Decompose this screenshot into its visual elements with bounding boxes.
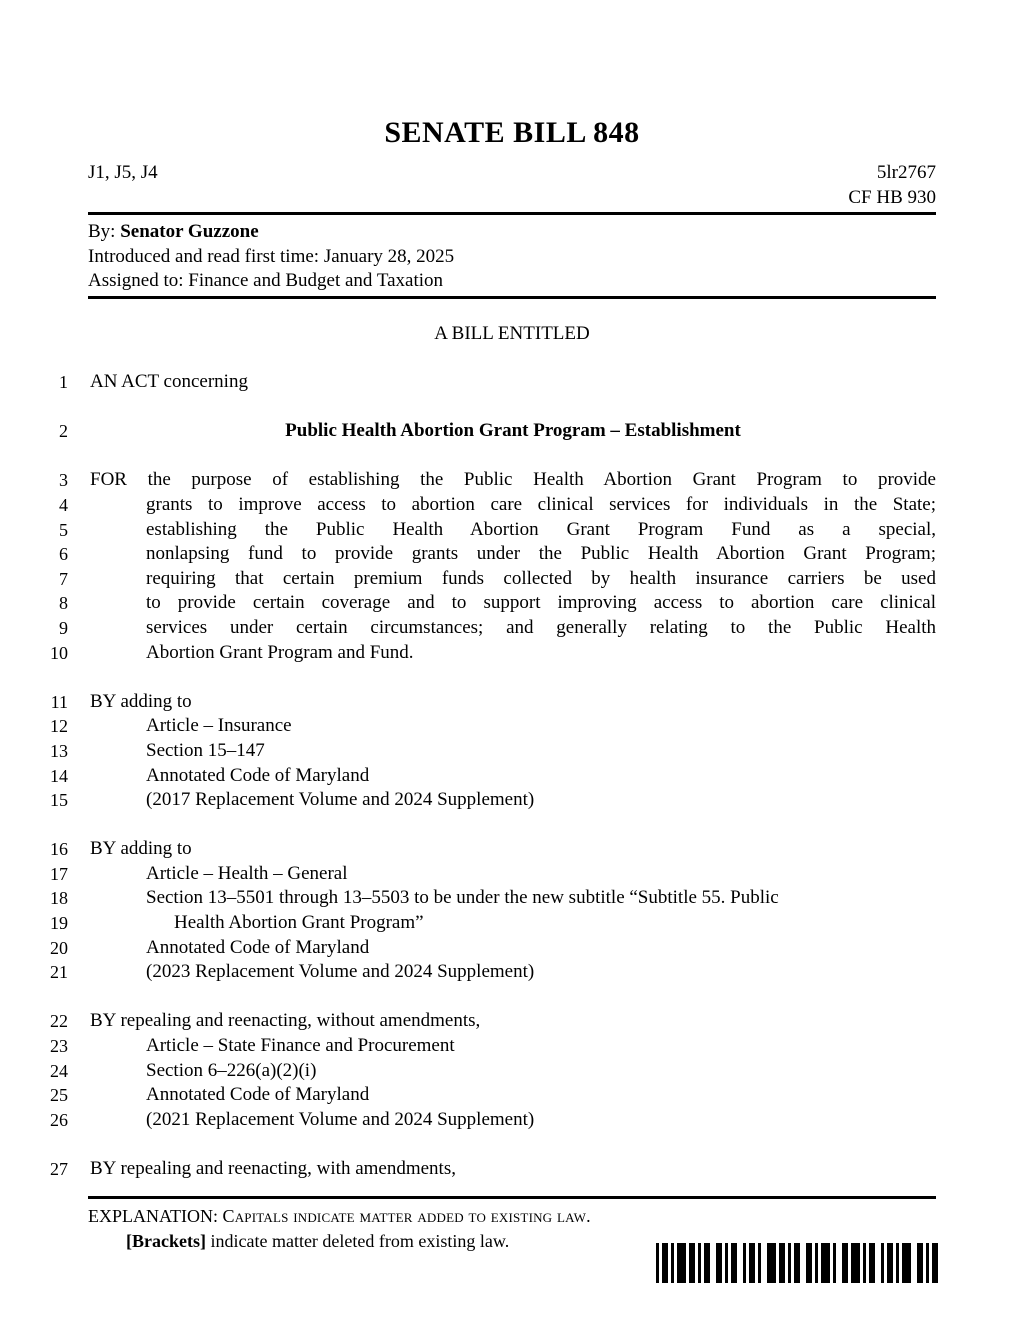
line-gap [0, 813, 1024, 838]
bill-line [0, 1083, 1024, 1108]
bill-line [0, 714, 1024, 739]
line-number: 2 [59, 421, 68, 442]
line-number: 18 [50, 888, 68, 909]
bill-line [0, 1034, 1024, 1059]
line-text: requiring that certain premium funds collected by health insurance carriers be used [146, 567, 936, 589]
line-text: Public Health Abortion Grant Program – Establishment [285, 420, 741, 442]
bill-line [0, 690, 1024, 715]
line-text: nonlapsing fund to provide grants under the Public Health Abortion Grant Program; [146, 543, 936, 565]
bill-line [0, 936, 1024, 961]
brackets-label: [Brackets] [126, 1231, 206, 1251]
line-text: Article – State Finance and Procurement [146, 1035, 455, 1057]
cross-file-number: CF HB 930 [848, 187, 936, 208]
committee-codes: J1, J5, J4 [88, 162, 158, 183]
line-number: 3 [59, 470, 68, 491]
bill-line [0, 862, 1024, 887]
line-text: Annotated Code of Maryland [146, 936, 370, 958]
line-number: 14 [50, 765, 68, 786]
line-number: 20 [50, 937, 68, 958]
line-text: Abortion Grant Program and Fund. [146, 641, 414, 663]
sponsor-by-line [88, 220, 936, 245]
line-gap [0, 985, 1024, 1010]
line-gap [0, 395, 1024, 420]
line-text: FOR the purpose of establishing the Public Health Abortion Grant Program to provide [90, 469, 936, 491]
brackets-description: indicate matter deleted from existing law. [205, 1231, 510, 1251]
line-text: Annotated Code of Maryland [146, 764, 370, 786]
line-text: grants to improve access to abortion care clinical services for individuals in the State; [146, 493, 936, 515]
line-number: 25 [50, 1085, 68, 1106]
line-number: 22 [50, 1011, 68, 1032]
assigned-committee: Assigned to: Finance and Budget and Taxation [88, 270, 444, 291]
introduced-date: Introduced and read first time: January 28, 2025 [88, 245, 455, 267]
line-text: Health Abortion Grant Program” [174, 912, 424, 934]
line-number: 24 [50, 1060, 68, 1081]
line-text: Section 13–5501 through 13–5503 to be under the new subtitle “Subtitle 55. Public [146, 887, 779, 909]
line-text: to provide certain coverage and to support improving access to abortion care clinical [146, 592, 936, 614]
line-number: 23 [50, 1036, 68, 1057]
line-text: BY repealing and reenacting, without amendments, [90, 1010, 481, 1032]
bill-line [0, 1108, 1024, 1133]
sponsor-divider-rule [88, 296, 936, 299]
line-text: AN ACT concerning [90, 371, 248, 392]
line-text: BY repealing and reenacting, with amendments, [90, 1158, 456, 1179]
bill-line [0, 542, 1024, 567]
bill-body [0, 370, 1024, 1182]
bill-line [0, 567, 1024, 592]
line-number: 8 [59, 593, 68, 614]
line-number: 15 [50, 790, 68, 811]
line-number: 19 [50, 913, 68, 934]
line-number: 12 [50, 716, 68, 737]
bill-line [0, 493, 1024, 518]
page-title: SENATE BILL 848 [384, 116, 640, 149]
line-number: 7 [59, 568, 68, 589]
bill-line [0, 518, 1024, 543]
line-text: services under certain circumstances; and generally relating to the Public Health [146, 616, 936, 638]
line-text: BY adding to [90, 690, 192, 712]
bill-line [0, 370, 1024, 395]
line-number: 11 [50, 691, 68, 712]
line-gap [0, 444, 1024, 469]
line-number: 4 [59, 494, 68, 515]
bill-line [0, 739, 1024, 764]
footer-divider-rule [88, 1196, 936, 1199]
line-text: BY adding to [90, 838, 192, 860]
line-text: Section 6–226(a)(2)(i) [146, 1059, 317, 1081]
line-text: (2023 Replacement Volume and 2024 Supplement) [146, 961, 535, 983]
line-number: 27 [50, 1159, 68, 1179]
bill-line [0, 764, 1024, 789]
bill-line [0, 788, 1024, 813]
bill-line [0, 960, 1024, 985]
line-number: 6 [59, 544, 68, 565]
line-text: Article – Insurance [146, 715, 292, 737]
line-number: 9 [59, 617, 68, 638]
line-number: 17 [50, 863, 68, 884]
line-number: 13 [50, 740, 68, 761]
line-text: (2017 Replacement Volume and 2024 Supplement) [146, 789, 535, 811]
line-gap [0, 665, 1024, 690]
line-number: 5 [59, 519, 68, 540]
by-prefix: By: [88, 221, 121, 242]
bill-line [0, 591, 1024, 616]
line-text: Article – Health – General [146, 862, 348, 884]
sponsor-name: Senator Guzzone [120, 221, 259, 242]
sponsor-block [88, 220, 936, 294]
document-codes [88, 160, 936, 210]
bill-line [0, 1157, 1024, 1182]
bill-line [0, 616, 1024, 641]
bill-line [0, 468, 1024, 493]
explanation-capitals-text: Capitals indicate matter added to existing law. [222, 1206, 591, 1226]
bill-line [0, 641, 1024, 666]
bill-entitled-heading: A BILL ENTITLED [434, 323, 590, 344]
bill-line [0, 1059, 1024, 1084]
bill-line [0, 911, 1024, 936]
line-text: establishing the Public Health Abortion Grant Program Fund as a special, [146, 518, 936, 540]
line-number: 16 [50, 839, 68, 860]
line-number: 21 [50, 962, 68, 983]
barcode [656, 1243, 938, 1283]
line-number: 26 [50, 1109, 68, 1130]
header-divider-rule [88, 212, 936, 215]
line-gap [0, 1132, 1024, 1157]
explanation-label: EXPLANATION: [88, 1206, 223, 1226]
explanation-capitals-line [88, 1204, 936, 1229]
line-text: (2021 Replacement Volume and 2024 Supplement) [146, 1108, 535, 1130]
bill-line [0, 1009, 1024, 1034]
line-number: 10 [50, 642, 68, 663]
line-text: Annotated Code of Maryland [146, 1084, 370, 1106]
bill-line [0, 837, 1024, 862]
lr-and-crossfile [848, 160, 936, 210]
bill-line [0, 419, 1024, 444]
lr-number: 5lr2767 [876, 162, 936, 183]
bill-line [0, 886, 1024, 911]
line-text: Section 15–147 [146, 739, 265, 761]
line-number: 1 [59, 372, 68, 392]
